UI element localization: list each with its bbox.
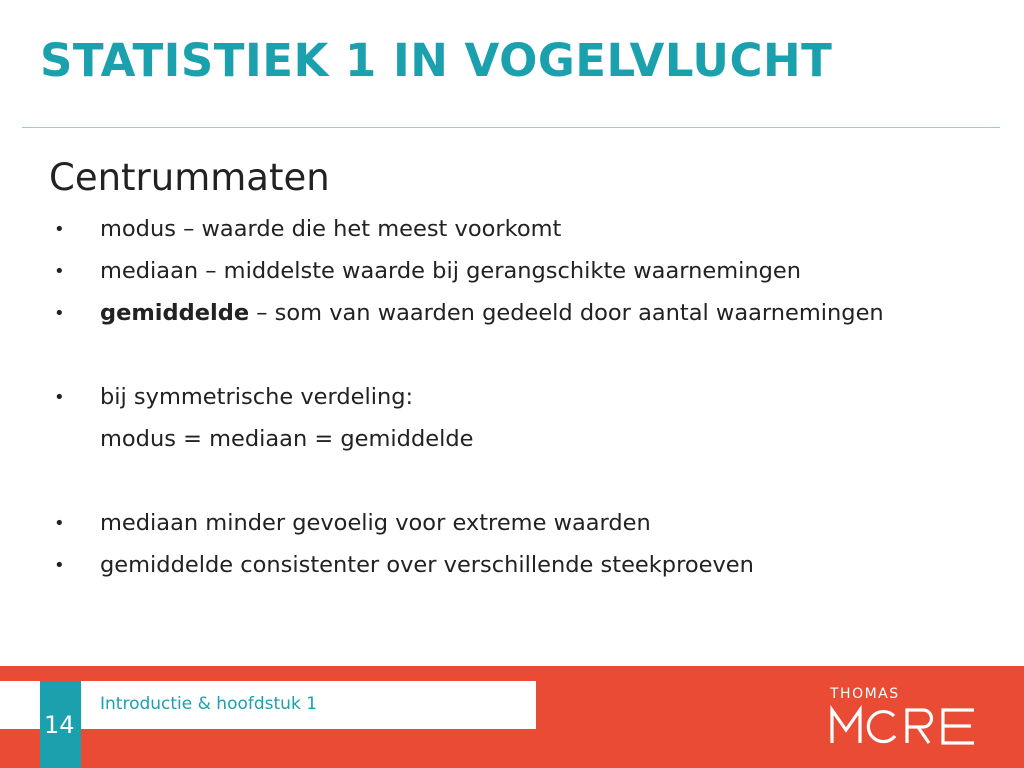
section-heading: Centrummaten — [49, 156, 330, 199]
list-item — [54, 256, 801, 286]
bullet: • — [54, 386, 65, 408]
list-item — [54, 214, 561, 244]
list-item-text: bij symmetrische verdeling: — [100, 384, 414, 410]
list-item-text: mediaan minder gevoelig voor extreme waarden — [100, 510, 651, 536]
list-item-text — [100, 300, 884, 326]
list-item-text: gemiddelde consistenter over verschillende steekproeven — [100, 552, 754, 578]
bullet: • — [54, 512, 65, 534]
bullet: • — [54, 554, 65, 576]
slide-title: STATISTIEK 1 IN VOGELVLUCHT — [40, 34, 833, 87]
list-item-text: modus = mediaan = gemiddelde — [100, 426, 474, 452]
title-divider — [22, 127, 1000, 128]
logo-text-top: THOMAS — [830, 686, 900, 702]
list-item — [54, 508, 651, 538]
list-item-rest: – som van waarden gedeeld door aantal waarnemingen — [249, 300, 884, 326]
bullet: • — [54, 260, 65, 282]
page-number: 14 — [44, 711, 75, 739]
list-item-continuation — [100, 424, 473, 454]
list-item-text: mediaan – middelste waarde bij gerangschikte waarnemingen — [100, 258, 802, 284]
list-item — [54, 382, 413, 412]
bullet: • — [54, 218, 65, 240]
logo-wordmark-more — [828, 686, 980, 748]
list-item-text: modus – waarde die het meest voorkomt — [100, 216, 562, 242]
bold-term: gemiddelde — [100, 300, 250, 326]
page-number-badge — [40, 681, 81, 768]
list-item — [54, 298, 884, 328]
bullet: • — [54, 302, 65, 324]
thomas-more-logo — [828, 686, 980, 748]
list-item — [54, 550, 754, 580]
footer-caption: Introductie & hoofdstuk 1 — [100, 694, 318, 714]
